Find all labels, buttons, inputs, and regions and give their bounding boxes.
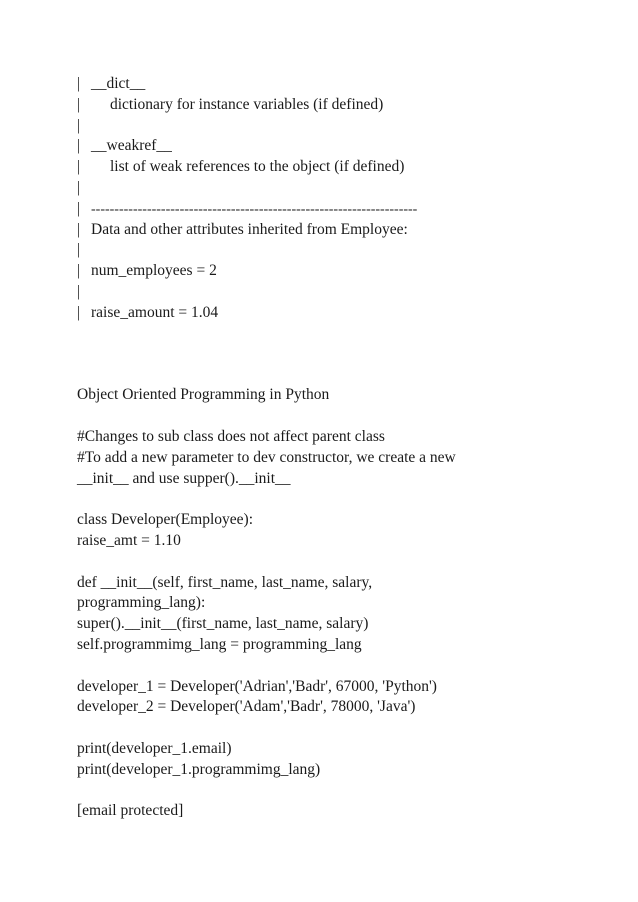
weakref-attr-name: __weakref__ [91, 137, 172, 155]
code-line: print(developer_1.email) [77, 739, 232, 757]
raise-amount: raise_amount = 1.04 [91, 303, 219, 321]
help-raise-amount-line: | raise_amount = 1.04 [77, 303, 219, 321]
help-pipe-line: | [77, 178, 81, 196]
dict-attr-name: __dict__ [91, 75, 146, 92]
help-pipe-line: | [77, 241, 81, 259]
code-line [77, 718, 638, 739]
help-separator-line: | ---------------------------------------------------------------------- [77, 199, 418, 217]
comment-line-1: #Changes to sub class does not affect parent class [77, 427, 385, 445]
separator: ---------------------------------------------------------------------- [91, 201, 418, 217]
help-weakref-line: | __weakref__ [77, 137, 172, 155]
comment-line-2a: #To add a new parameter to dev constructor, we create a new [77, 448, 456, 466]
code-line: super().__init__(first_name, last_name, salary) [77, 615, 369, 633]
code-line: developer_1 = Developer('Adrian','Badr', 67000, 'Python') [77, 677, 437, 695]
email-protected-text: [email protected] [77, 802, 184, 820]
dict-attr-desc: dictionary for instance variables (if defined) [110, 95, 384, 113]
inherited-heading: Data and other attributes inherited from Employee: [91, 220, 408, 238]
code-line: class Developer(Employee): [77, 511, 254, 529]
code-line [77, 552, 638, 573]
help-weakref-desc-line: | list of weak references to the object (if defined) [77, 158, 405, 176]
help-num-employees-line: | num_employees = 2 [77, 262, 217, 280]
help-dict-line: | __dict__ [77, 75, 146, 92]
code-line: developer_2 = Developer('Adam','Badr', 78000, 'Java') [77, 698, 416, 716]
help-inherited-heading-line: | Data and other attributes inherited from Employee: [77, 220, 408, 238]
code-line: self.programmimg_lang = programming_lang [77, 635, 362, 653]
code-line: print(developer_1.programmimg_lang) [77, 760, 321, 778]
code-line: programming_lang): [77, 594, 206, 612]
code-line [77, 781, 638, 802]
weakref-attr-desc: list of weak references to the object (if defined) [110, 158, 405, 176]
code-line: raise_amt = 1.10 [77, 531, 181, 549]
help-pipe-line: | [77, 282, 81, 300]
code-line [77, 656, 638, 677]
comment-line-2b: __init__ and use supper().__init__ [77, 469, 291, 487]
section-title: Object Oriented Programming in Python [77, 386, 330, 404]
help-pipe-line: | [77, 116, 81, 134]
code-line: def __init__(self, first_name, last_name, salary, [77, 573, 373, 591]
help-dict-desc-line: | dictionary for instance variables (if defined) [77, 95, 384, 113]
num-employees: num_employees = 2 [91, 262, 217, 280]
